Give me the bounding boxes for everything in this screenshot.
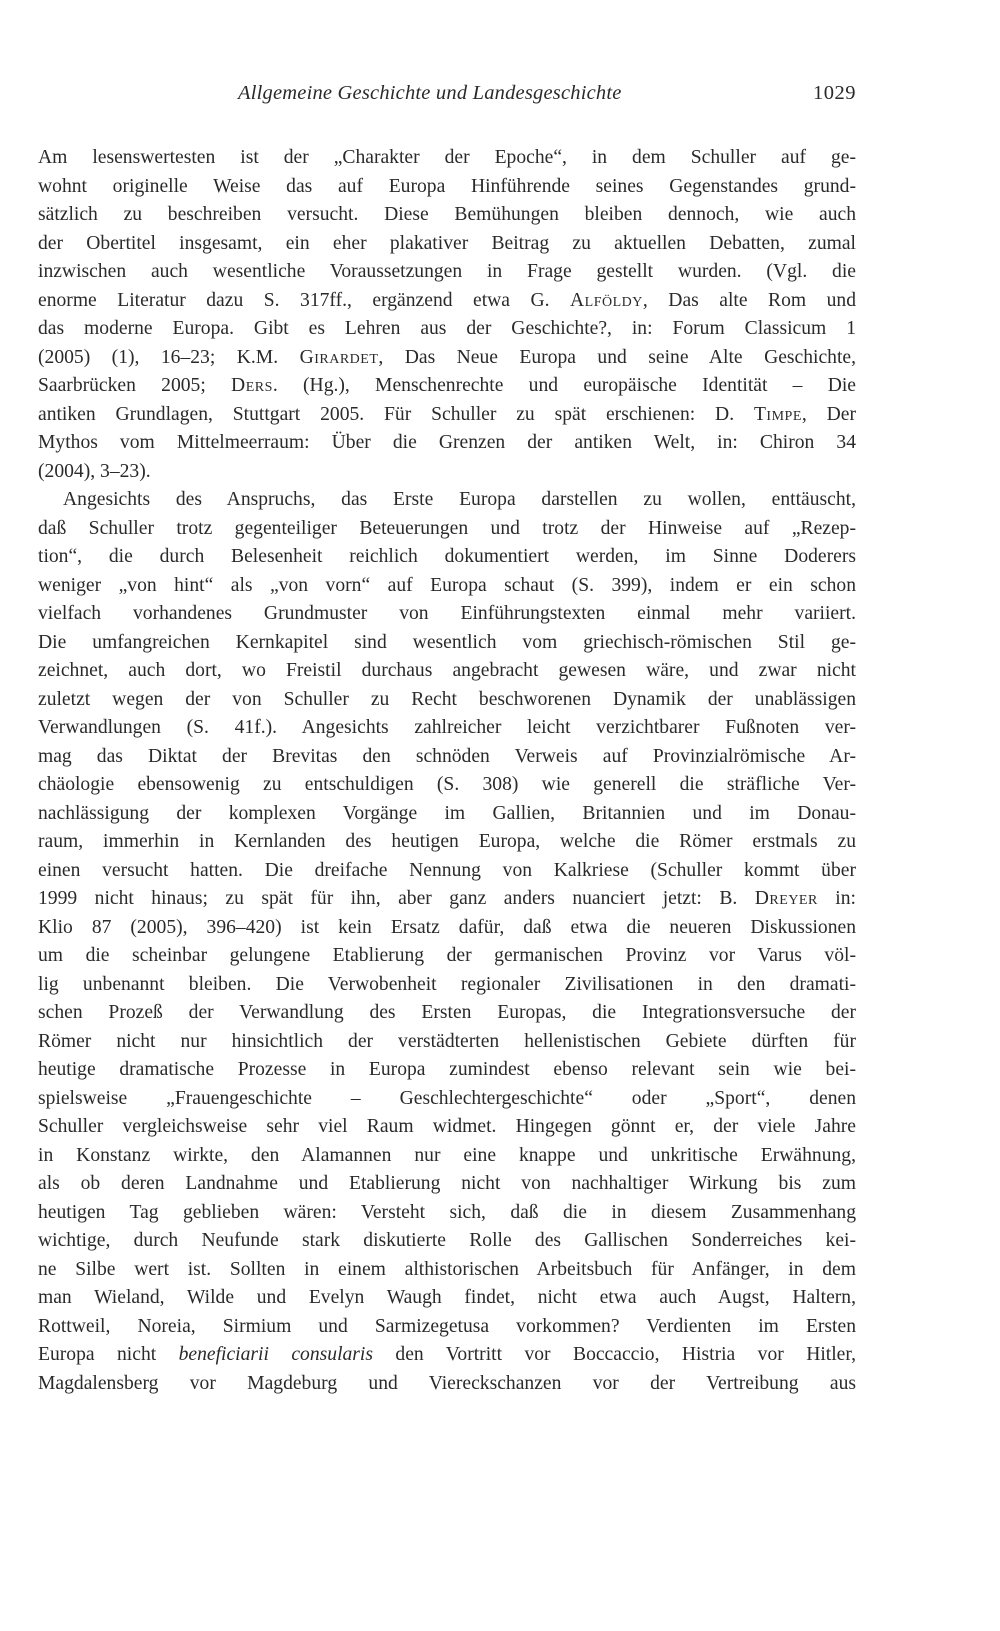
text-run: (2004), 3–23). bbox=[38, 460, 151, 482]
text-line bbox=[38, 600, 856, 629]
text-run: sätzlich zu beschreiben versucht. Diese Bemühungen bleiben dennoch, wie auch bbox=[38, 204, 856, 225]
text-line bbox=[38, 657, 856, 686]
text-run: zuletzt wegen der von Schuller zu Recht beschworenen Dynamik der unablässigen bbox=[38, 688, 856, 710]
text-run: einen versucht hatten. Die dreifache Nennung von Kalkriese (Schuller kommt über bbox=[38, 859, 856, 881]
text-run: der Obertitel insgesamt, ein eher plakativer Beitrag zu aktuellen Debatten, zumal bbox=[38, 232, 856, 254]
text-run: Die umfangreichen Kernkapitel sind wesentlich vom griechisch-römischen Stil ge- bbox=[38, 631, 856, 653]
text-line bbox=[38, 144, 856, 173]
text-line bbox=[38, 914, 856, 943]
text-run: wohnt originelle Weise das auf Europa Hinführende seines Gegenstandes grund- bbox=[38, 175, 856, 197]
text-run: heutigen Tag geblieben wären: Versteht sich, daß die in diesem Zusammenhang bbox=[38, 1201, 856, 1223]
author-name: Dreyer bbox=[754, 888, 818, 909]
text-run: inzwischen auch wesentliche Voraussetzungen in Frage gestellt wurden. (Vgl. die bbox=[38, 261, 856, 282]
text-line bbox=[38, 686, 856, 715]
text-line bbox=[38, 1341, 856, 1370]
text-line bbox=[38, 1056, 856, 1085]
text-run: Saarbrücken 2005; bbox=[38, 375, 232, 396]
text-line bbox=[38, 857, 856, 886]
text-run: Schuller vergleichsweise sehr viel Raum widmet. Hingegen gönnt er, der viele Jahre bbox=[38, 1116, 856, 1137]
text-line bbox=[38, 1227, 856, 1256]
text-line bbox=[38, 1284, 856, 1313]
text-line bbox=[38, 515, 856, 544]
text-run: Am lesenswertesten ist der „Charakter der Epoche“, in dem Schuller auf ge- bbox=[38, 147, 856, 168]
text-run: tion“, die durch Belesenheit reichlich dokumentiert werden, im Sinne Doderers bbox=[38, 546, 856, 567]
author-name: Girardet bbox=[299, 346, 379, 368]
text-line bbox=[38, 629, 856, 658]
text-run: , Das Neue Europa und seine Alte Geschichte, bbox=[378, 346, 857, 368]
text-run: spielsweise „Frauengeschichte – Geschlechtergeschichte“ oder „Sport“, denen bbox=[38, 1087, 856, 1109]
text-line bbox=[38, 173, 856, 202]
text-line bbox=[38, 1313, 856, 1342]
text-run: den Vortritt vor Boccaccio, Histria vor Hitler, bbox=[373, 1344, 857, 1365]
text-line bbox=[38, 1256, 856, 1285]
text-line bbox=[38, 1028, 856, 1057]
text-run: chäologie ebensowenig zu entschuldigen (S. 308) wie generell die sträfliche Ver- bbox=[38, 774, 856, 795]
text-line bbox=[38, 372, 856, 401]
text-line bbox=[38, 287, 856, 316]
text-line bbox=[38, 429, 856, 458]
text-line bbox=[38, 971, 856, 1000]
text-run: um die scheinbar gelungene Etablierung der germanischen Provinz vor Varus völ- bbox=[38, 945, 856, 966]
text-run: mag das Diktat der Brevitas den schnöden Verweis auf Provinzialrömische Ar- bbox=[38, 745, 856, 767]
text-line bbox=[38, 999, 856, 1028]
text-line bbox=[38, 942, 856, 971]
text-line bbox=[38, 771, 856, 800]
text-line bbox=[38, 800, 856, 829]
text-line bbox=[38, 1142, 856, 1171]
text-run: in Konstanz wirkte, den Alamannen nur eine knappe und unkritische Erwähnung, bbox=[38, 1144, 856, 1166]
text-line bbox=[38, 401, 856, 430]
text-run: schen Prozeß der Verwandlung des Ersten Europas, die Integrationsversuche der bbox=[38, 1002, 856, 1023]
text-line bbox=[38, 1113, 856, 1142]
text-line bbox=[38, 258, 856, 287]
text-run: ne Silbe wert ist. Sollten in einem althistorischen Arbeitsbuch für Anfänger, in dem bbox=[38, 1258, 856, 1280]
text-run: das moderne Europa. Gibt es Lehren aus der Geschichte?, in: Forum Classicum 1 bbox=[38, 318, 856, 339]
author-name: Timpe bbox=[753, 403, 802, 425]
text-run: lig unbenannt bleiben. Die Verwobenheit regionaler Zivilisationen in den dramati- bbox=[38, 973, 856, 995]
text-run: als ob deren Landnahme und Etablierung nicht von nachhaltiger Wirkung bis zum bbox=[38, 1173, 856, 1194]
text-line bbox=[38, 1170, 856, 1199]
text-line bbox=[38, 572, 856, 601]
text-run: daß Schuller trotz gegenteiliger Beteuerungen und trotz der Hinweise auf „Rezep- bbox=[38, 517, 856, 539]
text-line bbox=[38, 230, 856, 259]
text-run: heutige dramatische Prozesse in Europa zumindest ebenso relevant sein wie bei- bbox=[38, 1059, 856, 1080]
author-name: Ders bbox=[231, 375, 273, 396]
text-run: zeichnet, auch dort, wo Freistil durchaus angebracht gewesen wäre, und zwar nicht bbox=[38, 660, 856, 681]
text-line bbox=[38, 543, 856, 572]
text-run: Magdalensberg vor Magdeburg und Viereckschanzen vor der Vertreibung aus bbox=[38, 1372, 856, 1394]
text-line bbox=[38, 458, 856, 487]
text-run: Klio 87 (2005), 396–420) ist kein Ersatz dafür, daß etwa die neueren Diskussionen bbox=[38, 916, 856, 938]
text-line bbox=[38, 1370, 856, 1399]
text-line bbox=[38, 714, 856, 743]
text-run: raum, immerhin in Kernlanden des heutigen Europa, welche die Römer erstmals zu bbox=[38, 831, 856, 852]
text-run: Europa nicht bbox=[38, 1344, 179, 1365]
text-run: Römer nicht nur hinsichtlich der verstädterten hellenistischen Gebiete dürften für bbox=[38, 1030, 856, 1052]
page-number: 1029 bbox=[813, 82, 856, 104]
text-line bbox=[38, 201, 856, 230]
text-line bbox=[38, 828, 856, 857]
text-line bbox=[38, 486, 856, 515]
text-run: enorme Literatur dazu S. 317ff., ergänzend etwa G. bbox=[38, 289, 571, 311]
text-line bbox=[38, 344, 856, 373]
text-run: Mythos vom Mittelmeerraum: Über die Grenzen der antiken Welt, in: Chiron 34 bbox=[38, 432, 856, 453]
text-line bbox=[38, 315, 856, 344]
text-run: Angesichts des Anspruchs, das Erste Europa darstellen zu wollen, enttäuscht, bbox=[63, 489, 856, 510]
paragraph bbox=[38, 486, 856, 1398]
text-run: vielfach vorhandenes Grundmuster von Einführungstexten einmal mehr variiert. bbox=[38, 603, 856, 624]
text-line bbox=[38, 885, 856, 914]
text-run: . (Hg.), Menschenrechte und europäische Identität – Die bbox=[272, 375, 856, 396]
text-line bbox=[38, 1199, 856, 1228]
text-run: nachlässigung der komplexen Vorgänge im Gallien, Britannien und im Donau- bbox=[38, 802, 856, 824]
text-run: wichtige, durch Neufunde stark diskutierte Rolle des Gallischen Sonderreiches kei- bbox=[38, 1230, 856, 1251]
text-run: antiken Grundlagen, Stuttgart 2005. Für Schuller zu spät erschienen: D. bbox=[38, 403, 754, 425]
text-run: weniger „von hint“ als „von vorn“ auf Europa schaut (S. 399), indem er ein schon bbox=[38, 574, 856, 596]
body-text bbox=[38, 144, 856, 1398]
italic-term: beneficiarii consularis bbox=[178, 1344, 374, 1365]
text-run: in: bbox=[817, 888, 856, 909]
text-run: , Der bbox=[801, 403, 856, 425]
text-run: , Das alte Rom und bbox=[642, 289, 856, 311]
running-title: Allgemeine Geschichte und Landesgeschichte bbox=[238, 82, 622, 104]
paragraph bbox=[38, 144, 856, 486]
author-name: Alföldy bbox=[570, 289, 643, 311]
text-run: 1999 nicht hinaus; zu spät für ihn, aber ganz anders nuanciert jetzt: B. bbox=[38, 888, 755, 909]
running-head bbox=[38, 82, 856, 112]
text-line bbox=[38, 1085, 856, 1114]
text-run: Verwandlungen (S. 41f.). Angesichts zahlreicher leicht verzichtbarer Fußnoten ver- bbox=[38, 717, 856, 738]
text-run: (2005) (1), 16–23; K.M. bbox=[38, 346, 300, 368]
text-line bbox=[38, 743, 856, 772]
text-run: man Wieland, Wilde und Evelyn Waugh findet, nicht etwa auch Augst, Haltern, bbox=[38, 1287, 856, 1308]
text-run: Rottweil, Noreia, Sirmium und Sarmizegetusa vorkommen? Verdienten im Ersten bbox=[38, 1315, 856, 1337]
